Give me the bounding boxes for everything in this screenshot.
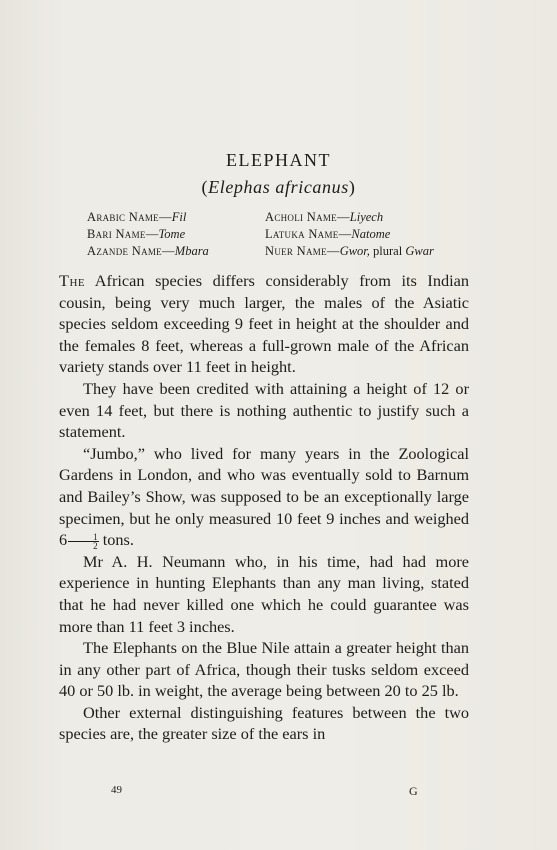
native-name-bari: Bari Name—Tome [87,227,186,241]
page-title: ELEPHANT [226,150,331,170]
names-row [87,226,507,243]
body-text [59,270,469,745]
names-row [87,209,507,226]
native-name-azande: Azande Name—Mbara [87,244,209,258]
paragraph-1: The African species differs considerably from its Indian cousin, being very much larger, the males of the Asiatic species seldom exceeding 9 feet in height at the shoulder and the females 8 feet, whereas a full-grown male of the African variety stands over 11 feet in height. [59,271,469,377]
lead-word: The [59,271,86,290]
subtitle-paren-open: ( [201,177,209,197]
names-row [87,243,507,260]
paragraph-6: Other external distinguishing features between the two species are, the greater size of the ears in [59,702,469,744]
native-name-latuka: Latuka Name—Natome [265,227,391,241]
native-name-acholi: Acholi Name—Liyech [265,210,384,224]
fraction-half: $\frac{1}{2}$ [68,533,99,550]
native-name-nuer: Nuer Name—Gwor, plural Gwar [265,244,434,258]
paragraph-4: Mr A. H. Neumann who, in his time, had had more experience in hunting Elephants than any man living, stated that he had never killed one which he could guarantee was more than 11 feet 3 inches. [59,551,469,636]
paragraph-5: The Elephants on the Blue Nile attain a greater height than in any other part of Africa, though their tusks seldom exceed 40 or 50 lb. in weight, the average being between 20 to 25 lb. [59,638,469,701]
native-name-arabic: Arabic Name—Fil [87,210,187,224]
signature-mark: G [409,784,418,798]
subtitle-latin: Elephas africanus [208,177,349,197]
paragraph-2: They have been credited with attaining a height of 12 or even 14 feet, but there is nothing authentic to justify such a statement. [59,378,469,442]
paragraph-3: “Jumbo,” who lived for many years in the Zoological Gardens in London, and who was eventually sold to Barnum and Bailey’s Show, was supposed to be an exceptionally large specimen, but he only measured 10 feet 9 inches and weighed 6 $\frac{1}{2}$ tons. [59,443,469,551]
native-names-table [87,209,507,260]
scientific-name [0,177,557,198]
page-number: 49 [111,784,122,796]
subtitle-paren-close: ) [348,177,356,197]
